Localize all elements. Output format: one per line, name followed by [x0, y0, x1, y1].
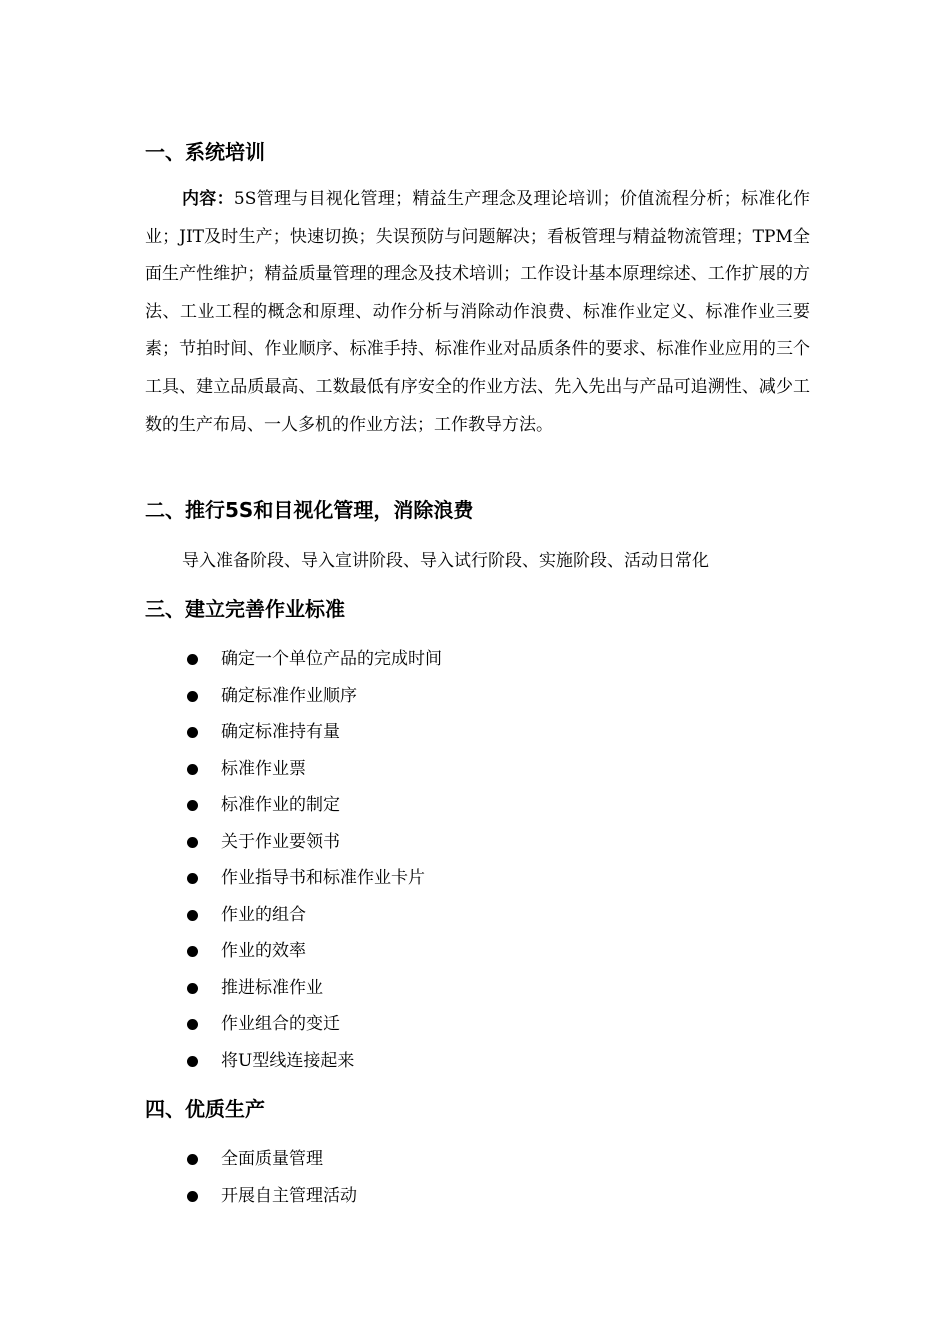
section-1-heading: 一、系统培训	[145, 140, 265, 164]
list-item	[0, 681, 800, 718]
list-item-text: 标准作业的制定	[221, 795, 340, 815]
bullet-dot-icon	[187, 983, 198, 994]
list-item-text: 确定标准持有量	[221, 722, 340, 742]
section-2-heading: 二、推行5S和目视化管理，消除浪费	[145, 498, 474, 522]
list-item	[0, 1181, 800, 1218]
bullet-dot-icon	[187, 1019, 198, 1030]
bullet-dot-icon	[187, 1191, 198, 1202]
list-item-text: 作业的组合	[221, 904, 306, 925]
bullet-dot-icon	[187, 654, 198, 665]
list-item-text: 标准作业票	[221, 758, 306, 779]
list-item	[0, 717, 800, 754]
bullet-dot-icon	[187, 800, 198, 811]
list-item	[0, 900, 800, 937]
section-1-paragraph	[145, 181, 810, 444]
list-item-text: 将U型线连接起来	[221, 1050, 355, 1071]
list-item-text: 确定一个单位产品的完成时间	[221, 649, 442, 669]
list-item	[0, 1009, 800, 1046]
bullet-dot-icon	[187, 910, 198, 921]
section-3-list	[0, 644, 800, 1082]
list-item-text: 开展自主管理活动	[221, 1185, 357, 1206]
list-item	[0, 644, 800, 681]
list-item-text: 作业组合的变迁	[221, 1014, 340, 1034]
bullet-dot-icon	[187, 837, 198, 848]
content-text: 5S管理与目视化管理；精益生产理念及理论培训；价值流程分析；标准化作业；JIT及时生产；快速切换；失误预防与问题解决；看板管理与精益物流管理；TPM全面生产性维护；精益质量管理的理念及技术培训；工作设计基本原理综述、工作扩展的方法、工业工程的概念和原理、动作分析与消除动作浪费、标准作业定义、标准作业三要素；节拍时间、作业顺序、标准手持、标准作业对品质条件的要求、标准作业应用的三个工具、建立品质最高、工数最低有序安全的作业方法、先入先出与产品可追溯性、减少工数的生产布局、一人多机的作业方法；工作教导方法。	[145, 189, 810, 435]
bullet-dot-icon	[187, 946, 198, 957]
list-item	[0, 790, 800, 827]
list-item	[0, 863, 800, 900]
list-item	[0, 1144, 800, 1181]
bullet-dot-icon	[187, 727, 198, 738]
bullet-dot-icon	[187, 873, 198, 884]
list-item-text: 全面质量管理	[221, 1149, 323, 1169]
content-label: 内容：	[182, 189, 234, 209]
list-item-text: 关于作业要领书	[221, 831, 340, 852]
bullet-dot-icon	[187, 691, 198, 702]
list-item-text: 确定标准作业顺序	[221, 685, 357, 706]
section-2-text: 导入准备阶段、导入宣讲阶段、导入试行阶段、实施阶段、活动日常化	[182, 551, 709, 571]
bullet-dot-icon	[187, 1056, 198, 1067]
section-3-heading: 三、建立完善作业标准	[145, 597, 345, 621]
list-item-text: 推进标准作业	[221, 977, 323, 998]
list-item	[0, 754, 800, 791]
list-item	[0, 973, 800, 1010]
list-item	[0, 1046, 800, 1083]
list-item-text: 作业的效率	[221, 941, 306, 961]
bullet-dot-icon	[187, 1154, 198, 1165]
list-item	[0, 936, 800, 973]
section-4-list	[0, 1144, 800, 1217]
list-item-text: 作业指导书和标准作业卡片	[221, 868, 425, 888]
section-4-heading: 四、优质生产	[145, 1097, 265, 1121]
bullet-dot-icon	[187, 764, 198, 775]
list-item	[0, 827, 800, 864]
